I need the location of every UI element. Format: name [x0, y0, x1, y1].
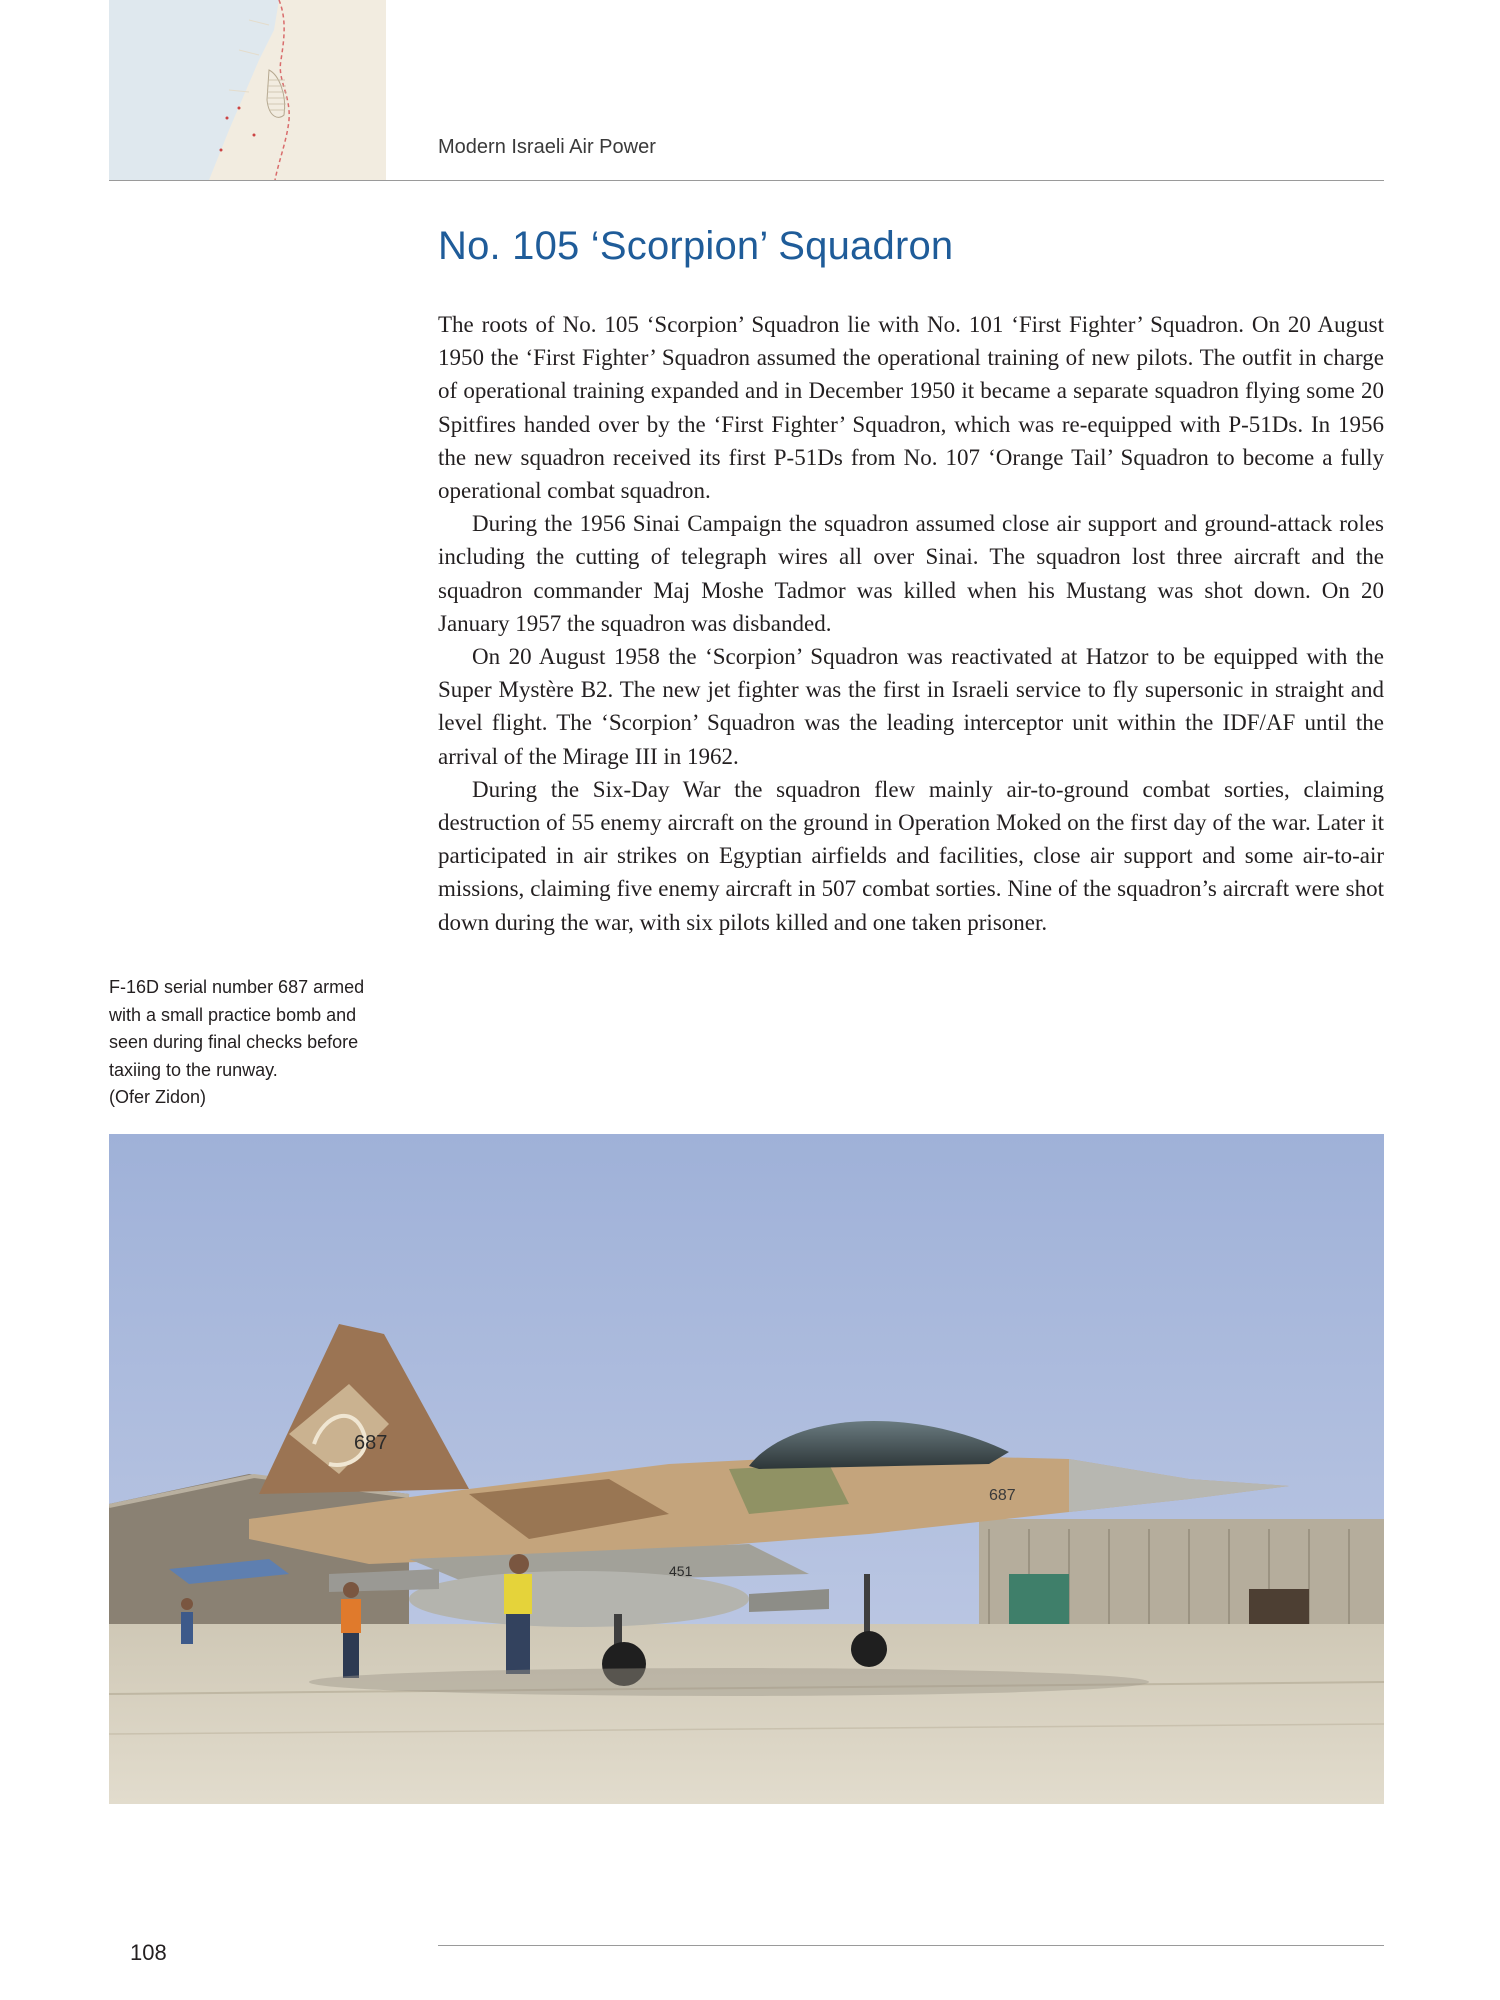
photo-caption [109, 974, 389, 1112]
paragraph: During the Six-Day War the squadron flew mainly air-to-ground combat sorties, claiming destruction of 55 enemy aircraft on the ground in Operation Moked on the first day of the war. Later it participated in air strikes on Egyptian airfields and facilities, close air support and some air-to-air missions, claiming five enemy aircraft in 507 combat sorties. Nine of the squadron’s aircraft were shot down during the war, with six pilots killed and one taken prisoner. [438, 776, 1384, 935]
tail-number: 687 [354, 1432, 388, 1454]
footer-rule [438, 1945, 1384, 1946]
header-rule [109, 180, 1384, 181]
paragraph: The roots of No. 105 ‘Scorpion’ Squadron lie with No. 101 ‘First Fighter’ Squadron. On 20 August 1950 the ‘First Fighter’ Squadron assumed the operational training of new pilots. The outfit in charge of operational training expanded and in December 1950 it became a separate squadron flying some 20 Spitfires handed over by the ‘First Fighter’ Squadron, which was re-equipped with P-51Ds. In 1956 the new squadron received its first P-51Ds from No. 107 ‘Orange Tail’ Squadron to become a fully operational combat squadron. [438, 312, 1384, 504]
caption-line: F-16D serial number 687 armed [109, 977, 365, 997]
caption-line: with a small practice bomb and [109, 1004, 357, 1025]
article-body [438, 308, 1384, 939]
paragraph: During the 1956 Sinai Campaign the squadron assumed close air support and ground-attack roles including the cutting of telegraph wires all over Sinai. The squadron lost three aircraft and the squadron commander Maj Moshe Tadmor was killed when his Mustang was shot down. On 20 January 1957 the squadron was disbanded. [438, 511, 1384, 636]
caption-credit: (Ofer Zidon) [109, 1087, 207, 1107]
caption-line: taxiing to the runway. [109, 1059, 278, 1080]
paragraph: On 20 August 1958 the ‘Scorpion’ Squadron was reactivated at Hatzor to be equipped with the Super Mystère B2. The new jet fighter was the first in Israeli service to fly supersonic in straight and level flight. The ‘Scorpion’ Squadron was the leading interceptor unit within the IDF/AF until the arrival of the Mirage III in 1962. [438, 644, 1384, 769]
caption-line: seen during final checks before [109, 1032, 359, 1052]
section-title: No. 105 ‘Scorpion’ Squadron [438, 224, 954, 268]
page-number: 108 [130, 1940, 167, 1965]
nose-marking: 687 [989, 1487, 1016, 1504]
running-header: Modern Israeli Air Power [438, 136, 656, 158]
pylon-marking: 451 [669, 1563, 693, 1579]
map-thumbnail [109, 0, 386, 180]
aircraft-photo [109, 1134, 1384, 1804]
